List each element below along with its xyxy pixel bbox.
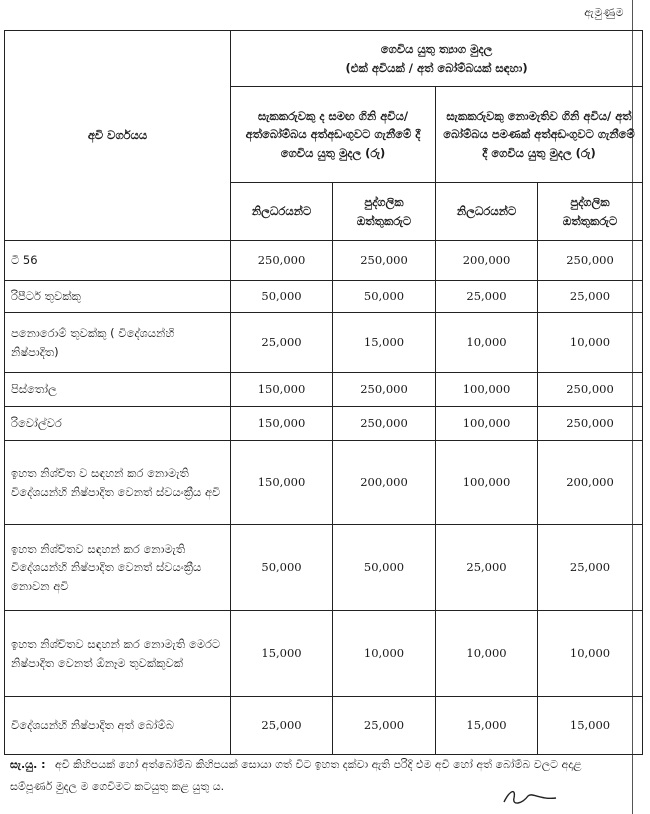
value-cell: 15,000 [231, 611, 333, 697]
signature-mark [500, 784, 560, 810]
value-cell: 200,000 [538, 441, 643, 525]
value-cell: 10,000 [333, 611, 436, 697]
value-cell: 150,000 [231, 373, 333, 407]
value-cell: 25,000 [436, 281, 538, 313]
value-cell: 25,000 [333, 697, 436, 755]
value-cell: 15,000 [538, 697, 643, 755]
value-cell: 10,000 [538, 313, 643, 373]
category-header: අවි වර්ගයය [5, 31, 231, 241]
value-cell: 25,000 [538, 525, 643, 611]
category-cell: රිපීටර් තුවක්කු [5, 281, 231, 313]
category-cell: රිවෝල්වර [5, 407, 231, 441]
value-cell: 250,000 [333, 373, 436, 407]
table-row [5, 241, 643, 281]
value-cell: 150,000 [231, 407, 333, 441]
table-row [5, 281, 643, 313]
table-row [5, 313, 643, 373]
col-officers-without-suspect: නිලධරයන්ට [436, 183, 538, 241]
value-cell: 200,000 [436, 241, 538, 281]
value-cell: 15,000 [436, 697, 538, 755]
table-row [5, 525, 643, 611]
value-cell: 25,000 [231, 313, 333, 373]
category-cell: විදේශයන්හි නිෂ්පාදිත අත් බෝම්බ [5, 697, 231, 755]
value-cell: 250,000 [538, 373, 643, 407]
col-officers-with-suspect: නිලධරයන්ට [231, 183, 333, 241]
value-cell: 50,000 [333, 525, 436, 611]
value-cell: 250,000 [333, 407, 436, 441]
value-cell: 100,000 [436, 407, 538, 441]
note-text: අවි කිහිපයක් හෝ අත්බෝම්බ කිහිපයක් සොයා ගත් විට ඉහත දක්වා ඇති පරිදි එම අවි හෝ අත් බෝම්බ වලට අදාළ සම්පූර්ණ මුදල ම ගෙවීමට කටයුතු කළ යුතු ය. [10, 758, 582, 793]
category-cell: ඉහත නිශ්චිතව සඳහන් කර නොමැති විදේශයන්හි නිෂ්පාදිත වෙනත් ස්වයංක්‍රීය නොවන අවි [5, 525, 231, 611]
category-cell: ටී 56 [5, 241, 231, 281]
table-row [5, 697, 643, 755]
value-cell: 100,000 [436, 441, 538, 525]
category-cell: ඉහත නිශ්චිතව සඳහන් කර නොමැති මෙරට නිෂ්පාදිත වෙනත් ඕනෑම තුවක්කුවක් [5, 611, 231, 697]
reward-table [4, 30, 643, 755]
value-cell: 25,000 [436, 525, 538, 611]
value-cell: 10,000 [436, 313, 538, 373]
reward-group-header [231, 31, 643, 87]
reward-group-title: ගෙවිය යුතු ත්‍යාග මුදල [380, 42, 493, 57]
with-suspect-header: සැකකරුවකු ද සමඟ ගිනි අවිය/ අත්බෝම්බය අත්අඩංගුවට ගැනීමේ දී ගෙවිය යුතු මුදල (රු) [231, 87, 436, 183]
table-row [5, 373, 643, 407]
annex-label: ඇමුණුම [584, 6, 624, 19]
value-cell: 250,000 [538, 407, 643, 441]
category-cell: පිස්තෝල [5, 373, 231, 407]
value-cell: 50,000 [231, 281, 333, 313]
value-cell: 250,000 [333, 241, 436, 281]
table-row [5, 611, 643, 697]
category-cell: පනොරොම් තුවක්කු ( විදේශයන්හි නිෂ්පාදිත) [5, 313, 231, 373]
value-cell: 250,000 [231, 241, 333, 281]
value-cell: 25,000 [538, 281, 643, 313]
col-informants-with-suspect: පුද්ගලික ඔත්තුකරුට [333, 183, 436, 241]
category-cell: ඉහත නිශ්චිත ව සඳහන් කර නොමැති විදේශයන්හි නිෂ්පාදිත වෙනත් ස්වයංක්‍රීය අවි [5, 441, 231, 525]
value-cell: 50,000 [231, 525, 333, 611]
col-informants-without-suspect: පුද්ගලික ඔත්තුකරුට [538, 183, 643, 241]
reward-group-subtitle: (එක් අවියක් / අත් බෝම්බයක් සඳහා) [345, 60, 528, 75]
value-cell: 100,000 [436, 373, 538, 407]
table-row [5, 441, 643, 525]
value-cell: 50,000 [333, 281, 436, 313]
value-cell: 25,000 [231, 697, 333, 755]
value-cell: 200,000 [333, 441, 436, 525]
value-cell: 10,000 [436, 611, 538, 697]
value-cell: 250,000 [538, 241, 643, 281]
table-row [5, 407, 643, 441]
value-cell: 150,000 [231, 441, 333, 525]
value-cell: 15,000 [333, 313, 436, 373]
without-suspect-header: සැකකරුවකු නොමැතිව ගිනි අවිය/ අත් බෝම්බය පමණක් අත්අඩංගුවට ගැනීමේ දී ගෙවිය යුතු මුදල (රු) [436, 87, 643, 183]
note-label: සැ.යු. : [10, 758, 46, 771]
value-cell: 10,000 [538, 611, 643, 697]
